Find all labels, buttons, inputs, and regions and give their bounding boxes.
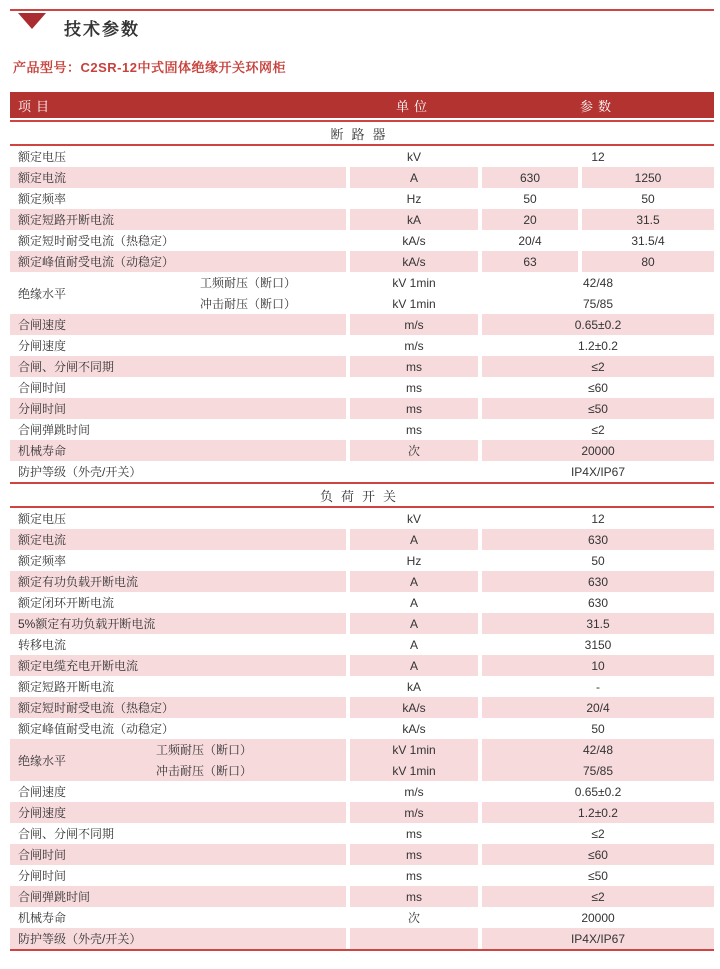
section-rows-circuit-breaker (10, 146, 714, 482)
row-unit: Hz (406, 553, 422, 568)
row-label: 机械寿命 (18, 911, 67, 925)
row-label: 额定短路开断电流 (18, 680, 115, 694)
row-label: 额定短时耐受电流（热稳定） (10, 697, 346, 718)
table-header (10, 92, 714, 118)
row-unit: ms (350, 356, 478, 377)
row-label: 合闸、分闸不同期 (18, 827, 115, 841)
table-row (10, 508, 714, 529)
column-header-param: 参数 (579, 98, 616, 114)
row-value: IP4X/IP67 (482, 928, 714, 949)
row-unit: kA (350, 209, 478, 230)
row-label: 5%额定有功负载开断电流 (10, 613, 346, 634)
row-unit-cell (350, 272, 478, 314)
row-unit: kA/s (402, 233, 426, 248)
insulation-sub-label: 冲击耐压（断口） (200, 297, 297, 311)
table-row (10, 314, 714, 335)
row-unit: A (350, 529, 478, 550)
row-label: 分闸速度 (10, 802, 346, 823)
row-unit: kV 1min (392, 296, 436, 311)
row-unit: m/s (350, 802, 478, 823)
row-label: 额定短时耐受电流（热稳定） (18, 234, 175, 248)
row-unit: kA (406, 679, 421, 694)
column-header-unit: 单位 (395, 98, 432, 114)
table-row (10, 592, 714, 613)
row-label: 分闸时间 (10, 398, 346, 419)
row-unit: m/s (404, 784, 424, 799)
section-title-load-switch: 负荷开关 (10, 482, 714, 508)
top-divider (10, 9, 714, 11)
table-row (10, 739, 714, 781)
row-value: ≤2 (591, 826, 605, 841)
table-row (10, 209, 714, 230)
table-row (10, 440, 714, 461)
row-unit: kA/s (350, 697, 478, 718)
row-label: 额定电流 (10, 529, 346, 550)
section-rows-load-switch (10, 508, 714, 949)
row-label: 合闸弹跳时间 (10, 886, 346, 907)
table-row (10, 613, 714, 634)
row-label: 额定短路开断电流 (10, 209, 346, 230)
row-label: 合闸时间 (10, 844, 346, 865)
row-label: 额定电压 (18, 512, 67, 526)
row-value: ≤2 (482, 356, 714, 377)
row-unit: A (350, 655, 478, 676)
table-row (10, 886, 714, 907)
table-row (10, 907, 714, 928)
section-heading (18, 13, 720, 39)
row-value: 12 (591, 149, 605, 164)
row-value: 50 (591, 553, 605, 568)
row-unit: m/s (350, 314, 478, 335)
insulation-sub-label: 工频耐压（断口） (200, 276, 297, 290)
table-row (10, 272, 714, 314)
row-value: ≤60 (588, 380, 608, 395)
row-value: 630 (482, 571, 714, 592)
row-label: 机械寿命 (10, 440, 346, 461)
table-row (10, 461, 714, 482)
table-row (10, 655, 714, 676)
row-label: 合闸速度 (10, 314, 346, 335)
row-value: 20000 (482, 440, 714, 461)
table-row (10, 697, 714, 718)
row-label: 额定电压 (18, 150, 67, 164)
row-value: 42/48 (582, 275, 614, 290)
row-value-1: 20 (482, 209, 578, 230)
row-unit: A (350, 613, 478, 634)
row-unit-cell (350, 739, 478, 781)
row-unit: ms (350, 398, 478, 419)
table-row (10, 802, 714, 823)
row-label: 合闸、分闸不同期 (10, 356, 346, 377)
row-label: 额定电缆充电开断电流 (10, 655, 346, 676)
row-value: 1.2±0.2 (482, 802, 714, 823)
table-row (10, 356, 714, 377)
row-unit: 次 (350, 440, 478, 461)
table-row (10, 398, 714, 419)
row-label: 额定有功负载开断电流 (10, 571, 346, 592)
table-row (10, 634, 714, 655)
row-unit: ms (406, 422, 422, 437)
row-unit: m/s (404, 338, 424, 353)
row-value: 630 (482, 529, 714, 550)
table-row (10, 571, 714, 592)
table-row (10, 550, 714, 571)
table-row (10, 419, 714, 440)
row-value: 31.5 (482, 613, 714, 634)
table-row (10, 718, 714, 739)
row-value-1: 630 (482, 167, 578, 188)
row-value: 0.65±0.2 (574, 784, 622, 799)
table-row (10, 377, 714, 398)
row-value-2: 31.5 (582, 209, 714, 230)
row-unit: kA/s (402, 721, 426, 736)
table-row (10, 167, 714, 188)
row-value: 42/48 (582, 742, 614, 757)
section-title-circuit-breaker: 断路器 (10, 120, 714, 146)
row-unit: kV (406, 511, 421, 526)
row-label: 额定闭环开断电流 (18, 596, 115, 610)
row-unit: A (409, 595, 418, 610)
row-label: 合闸弹跳时间 (18, 423, 91, 437)
row-label: 合闸速度 (18, 785, 67, 799)
row-unit: ms (406, 380, 422, 395)
row-value-2: 1250 (582, 167, 714, 188)
row-value: ≤50 (588, 868, 608, 883)
row-value: 3150 (584, 637, 612, 652)
table-row (10, 529, 714, 550)
insulation-sub-label: 工频耐压（断口） (156, 743, 253, 757)
row-label: 额定频率 (18, 192, 67, 206)
row-unit: kV (406, 149, 421, 164)
row-value-1: 63 (482, 251, 578, 272)
row-unit: kV 1min (392, 742, 436, 757)
table-row (10, 188, 714, 209)
table-row (10, 928, 714, 949)
table-row (10, 251, 714, 272)
row-unit: A (350, 571, 478, 592)
table-row (10, 676, 714, 697)
row-value-2: 31.5/4 (631, 233, 665, 248)
row-value: 1.2±0.2 (578, 338, 618, 353)
row-value: 75/85 (582, 763, 614, 778)
row-value: IP4X/IP67 (570, 464, 626, 479)
row-unit: kA/s (350, 251, 478, 272)
row-label: 额定峰值耐受电流（动稳定） (10, 251, 346, 272)
row-value: 20000 (581, 910, 615, 925)
table-section-circuit-breaker (0, 120, 720, 482)
row-label: 额定电流 (10, 167, 346, 188)
row-label: 分闸时间 (18, 869, 67, 883)
row-value-cell (482, 739, 714, 781)
row-value-2: 80 (582, 251, 714, 272)
row-unit (350, 461, 478, 482)
table-row (10, 781, 714, 802)
row-value-cell (482, 272, 714, 314)
table-row (10, 865, 714, 886)
row-label: 额定频率 (18, 554, 67, 568)
product-model-label: 产品型号：C2SR-12中式固体绝缘开关环网柜 (13, 60, 286, 75)
table-row (10, 844, 714, 865)
row-value: 10 (482, 655, 714, 676)
insulation-sub-labels (156, 739, 252, 781)
row-label: 绝缘水平 (18, 753, 67, 768)
triangle-bullet-icon (18, 13, 46, 29)
page-title: 技术参数 (64, 20, 140, 39)
row-unit: ms (406, 868, 422, 883)
row-value-1: 50 (523, 191, 537, 206)
row-value: ≤2 (591, 422, 605, 437)
row-unit: Hz (406, 191, 422, 206)
row-value: ≤2 (482, 886, 714, 907)
table-row (10, 335, 714, 356)
row-label: 分闸速度 (18, 339, 67, 353)
row-value: 12 (591, 511, 605, 526)
row-value: 630 (587, 595, 609, 610)
table-row (10, 823, 714, 844)
row-unit: ms (350, 886, 478, 907)
row-value-2: 50 (641, 191, 655, 206)
row-value: - (596, 679, 600, 694)
row-value: 0.65±0.2 (482, 314, 714, 335)
row-unit: 次 (407, 911, 420, 925)
row-label: 合闸时间 (18, 381, 67, 395)
row-value: 50 (591, 721, 605, 736)
column-header-item: 项目 (18, 98, 55, 114)
row-label: 额定峰值耐受电流（动稳定） (18, 722, 175, 736)
row-value: 20/4 (482, 697, 714, 718)
row-unit: kV 1min (392, 763, 436, 778)
row-unit: A (350, 167, 478, 188)
bottom-divider (10, 949, 714, 951)
row-label: 防护等级（外壳/开关） (10, 928, 346, 949)
row-label-cell (10, 272, 346, 314)
row-label: 转移电流 (18, 638, 67, 652)
table-section-load-switch (0, 482, 720, 949)
row-unit: A (409, 637, 418, 652)
insulation-sub-labels (200, 272, 296, 314)
table-row (10, 146, 714, 167)
row-value: ≤50 (482, 398, 714, 419)
row-label-cell (10, 739, 346, 781)
row-value: 75/85 (582, 296, 614, 311)
row-unit (350, 928, 478, 949)
table-row (10, 230, 714, 251)
row-label: 防护等级（外壳/开关） (18, 465, 142, 479)
row-label: 绝缘水平 (18, 286, 67, 301)
row-unit: ms (406, 826, 422, 841)
row-unit: kV 1min (392, 275, 436, 290)
insulation-sub-label: 冲击耐压（断口） (156, 764, 253, 778)
row-unit: ms (350, 844, 478, 865)
row-value-1: 20/4 (518, 233, 542, 248)
row-value: ≤60 (482, 844, 714, 865)
